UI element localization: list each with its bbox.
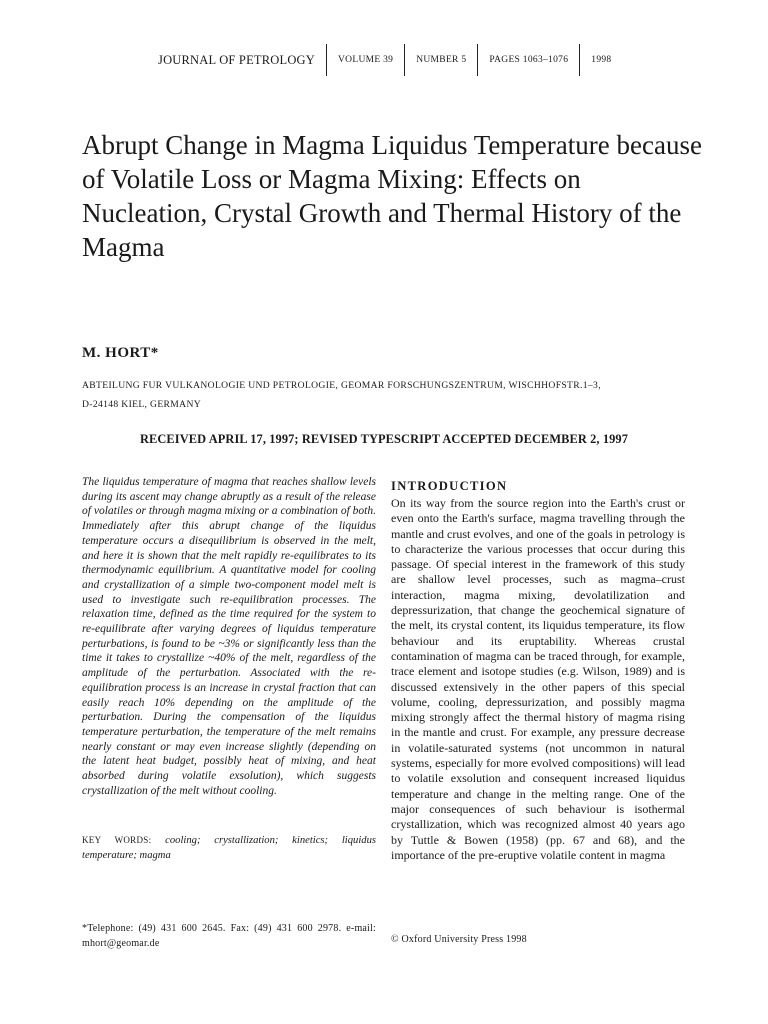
affiliation-line: D-24148 KIEL, GERMANY [82,399,201,410]
author-contact-footnote: *Telephone: (49) 431 600 2645. Fax: (49) 431 600 2978. e-mail: mhort@geomar.de [82,923,376,949]
keywords [82,833,376,863]
paper-title: Abrupt Change in Magma Liquidus Temperature because of Volatile Loss or Magma Mixing: Effects on Nucleation, Crystal Growth and Thermal History of the Magma [82,130,702,262]
abstract-text: The liquidus temperature of magma that reaches shallow levels during its ascent may change abruptly as a result of the release of volatiles or through magma mixing or a combination of both. Immediately after this abrupt change of the liquidus temperature occurs a disequilibrium is observed in the melt, and here it is shown that the melt rapidly re-equilibrates to its thermodynamic equilibrium. A quantitative model for cooling and crystallization of a simple two-component model melt is used to investigate such re-equilibration processes. The relaxation time, defined as the time required for the system to re-equilibrate after varying degrees of liquidus temperature perturbations, is found to be ~3% or significantly less than the time it takes to crystallize ~40% of the melt, regardless of the amplitude of the perturbation. Associated with the re-equilibration process is an increase in crystal fraction that can easily reach 10% depending on the amplitude of the perturbation. During the compensation of the liquidus temperature perturbation, the temperature of the melt remains nearly constant or may even increase slightly (depending on the latent heat budget, possibly heat of mixing, and heat absorbed during volatile exsolution), which suggests crystallization of the melt without cooling. [82,476,376,797]
received-dates: RECEIVED APRIL 17, 1997; REVISED TYPESCRIPT ACCEPTED DECEMBER 2, 1997 [139,432,629,446]
volume-label: VOLUME 39 [338,55,394,65]
author-name: M. HORT* [82,345,159,361]
author-affiliation [82,376,702,414]
journal-name: JOURNAL OF PETROLOGY [158,52,316,67]
number-label: NUMBER 5 [416,55,467,65]
introduction-text: On its way from the source region into the Earth's crust or even onto the Earth's surface, magma travelling through the mantle and crust evolves, and one of the goals in petrology is to characterize the various processes that occur during this passage. Of special interest in the framework of this study are shallow level processes, such as magma–crust interaction, magma mixing, devolatilization and depressurization, that change the geochemical signature of the melt, its crystal content, its liquidus temperature, its flow behaviour and its eruptability. Whereas crustal contamination of magma can be traced through, for example, trace element and isotope studies (e.g. Wilson, 1989) and is discussed extensively in the other papers of this special volume, cooling, depressurization, and possibly magma mixing strongly affect the thermal history of magma rising in the mantle and crust. For example, any pressure decrease in volatile-saturated systems (not uncommon in natural systems, especially for more evolved compositions) will lead to volatile exsolution and consequent increased liquidus temperature and change in the melting range. One of the major consequences of such behaviour is isothermal crystallization, which was recognized almost 40 years ago by Tuttle & Bowen (1958) (pp. 67 and 68), and the importance of the pre-eruptive volatile content in magma [391,496,685,862]
pages-label: PAGES 1063–1076 [489,55,569,65]
journal-header [150,44,622,76]
keywords-label: KEY WORDS: [82,835,152,845]
affiliation-line: ABTEILUNG FUR VULKANOLOGIE UND PETROLOGIE, GEOMAR FORSCHUNGSZENTRUM, WISCHHOFSTR.1–3, [82,380,601,391]
keywords-list: cooling; crystallization; kinetics; liquidus temperature; magma [82,835,376,861]
introduction-heading: INTRODUCTION [391,479,508,493]
copyright-notice: © Oxford University Press 1998 [391,934,527,945]
year-label: 1998 [591,55,612,65]
